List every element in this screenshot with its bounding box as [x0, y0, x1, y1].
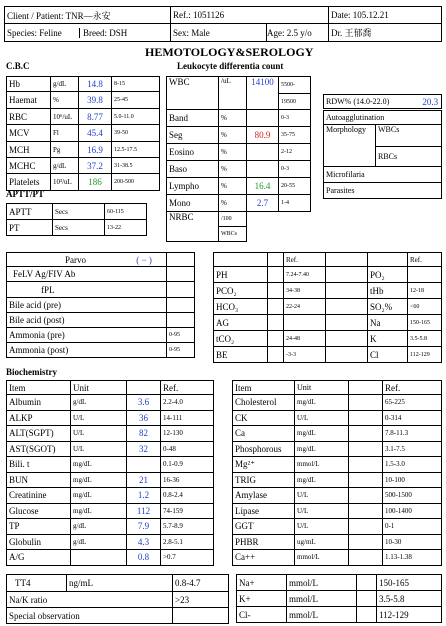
biochem-range: 10-30 [383, 534, 442, 550]
leuko-unit: % [219, 144, 247, 161]
leuko-row [167, 144, 311, 161]
biochem-range: 1.13-1.38 [383, 550, 442, 566]
cbc-range: 12.5-17.5 [112, 142, 160, 158]
leuko-range: 35-75 [279, 127, 311, 144]
biochem-unit: mg/dL [71, 472, 127, 488]
nrbc-unit-1: /100 [219, 212, 247, 227]
blood-gas-name: PCO₂ [214, 283, 268, 299]
aptt-unit: Secs [53, 204, 105, 220]
age: Age: 2.5 y/o [267, 27, 312, 38]
biochem-row [7, 488, 214, 504]
ammonia-pre-range: 0-95 [167, 328, 195, 343]
blood-gas-name: SO₂% [368, 299, 408, 315]
biochem-range: >0.7 [161, 550, 214, 566]
biochem-row [7, 550, 214, 566]
cbc-row [7, 142, 160, 158]
bile-acid-pre: Bile acid (pre) [7, 298, 167, 313]
cbc-value: 39.8 [79, 92, 112, 109]
biochem-row [233, 457, 442, 473]
biochem-name: Globulin [7, 534, 71, 550]
blood-gas-ref-right: Ref. [408, 253, 442, 267]
morphology-table [323, 110, 442, 199]
leuko-name: Band [167, 110, 219, 127]
biochem-name: Glucose [7, 503, 71, 519]
biochem-name: Phosphorous [233, 441, 295, 457]
biochem-name: PHBR [233, 534, 295, 550]
leuko-row [167, 110, 311, 127]
biochem-unit: U/L [295, 488, 349, 504]
electrolyte-range: 112-129 [377, 607, 442, 623]
blood-gas-ref-left: Ref. [284, 253, 326, 267]
biochem-range: 12-130 [161, 426, 214, 442]
biochem-range: 0.1-0.9 [161, 457, 214, 473]
leuko-unit: % [219, 110, 247, 127]
electrolyte-range: 3.5-5.8 [377, 591, 442, 607]
cbc-row [7, 174, 160, 191]
page-title: HEMOTOLOGY&SEROLOGY [145, 45, 314, 59]
biochem-row [233, 472, 442, 488]
blood-gas-row [214, 267, 442, 283]
electrolyte-row [237, 607, 442, 623]
biochem-name: A/G [7, 550, 71, 566]
biochem-range: 16-36 [161, 472, 214, 488]
leuko-unit: % [219, 161, 247, 178]
biochem-unit: mg/dL [71, 488, 127, 504]
cbc-unit: g/dL [51, 158, 79, 174]
electrolyte-name: K+ [237, 591, 287, 607]
biochem-value [127, 457, 161, 473]
biochem-row [233, 503, 442, 519]
biochem-left-item-header: Item [7, 381, 71, 395]
biochem-range: 0-1 [383, 519, 442, 535]
nak-ratio-range: >23 [173, 592, 229, 608]
leuko-name: Mono [167, 195, 219, 212]
species: Species: Feline [5, 28, 80, 38]
cbc-unit: Pg [51, 142, 79, 158]
cbc-name: Platelets [7, 174, 51, 191]
biochem-name: Lipase [233, 503, 295, 519]
blood-gas-name: PH [214, 267, 268, 283]
aptt-name: APTT [7, 204, 53, 220]
biochem-range: 65-225 [383, 395, 442, 411]
leuko-row [167, 127, 311, 144]
cbc-row [7, 92, 160, 109]
biochem-name: Creatinine [7, 488, 71, 504]
leuko-range: 2-12 [279, 144, 311, 161]
aptt-heading: APTT/PT [6, 189, 45, 199]
felv-fiv: FeLV Ag/FIV Ab [7, 267, 167, 282]
leuko-unit: % [219, 127, 247, 144]
biochem-name: Amylase [233, 488, 295, 504]
doctor: Dr. 王郁喬 [329, 24, 442, 42]
biochem-row [7, 441, 214, 457]
wbc-value: 14100 [247, 77, 279, 110]
biochem-value: 21 [127, 472, 161, 488]
biochem-unit: U/L [295, 410, 349, 426]
cbc-heading: C.B.C [6, 61, 30, 71]
biochem-row [7, 395, 214, 411]
leuko-row [167, 161, 311, 178]
cbc-name: MCH [7, 142, 51, 158]
blood-gas-range [408, 267, 442, 283]
parvo-label: Parvo [65, 254, 86, 265]
wbc-range-1: 5500- [279, 77, 311, 94]
biochem-row [233, 534, 442, 550]
biochem-name: Albumin [7, 395, 71, 411]
special-observation: Special observation [7, 608, 173, 624]
blood-gas-range: 24-48 [284, 331, 326, 347]
blood-gas-name: Na [368, 315, 408, 331]
cbc-value: 8.77 [79, 109, 112, 125]
biochem-range: 7.8-11.3 [383, 426, 442, 442]
electrolyte-unit: mmol/L [287, 591, 357, 607]
blood-gas-name: AG [214, 315, 268, 331]
biochem-range: 0.8-2.4 [161, 488, 214, 504]
biochem-range: 74-159 [161, 503, 214, 519]
blood-gas-name: tCO₂ [214, 331, 268, 347]
leuko-range: 20-55 [279, 178, 311, 195]
microfilaria: Microfilaria [324, 167, 442, 183]
rdw-label: RDW% (14.0-22.0) [324, 95, 420, 109]
biochem-value: 3.6 [127, 395, 161, 411]
biochem-right-unit-header: Unit [295, 381, 349, 395]
electrolyte-name: Na+ [237, 575, 287, 591]
biochem-name: Mg²⁺ [233, 457, 295, 473]
biochem-row [7, 503, 214, 519]
cbc-unit: % [51, 92, 79, 109]
fpl: fPL [7, 282, 167, 298]
tt4-unit: ng/mL [67, 575, 173, 592]
thyroid-table [6, 574, 229, 624]
biochem-unit: mg/dL [295, 441, 349, 457]
biochem-row [233, 395, 442, 411]
cbc-table [6, 76, 160, 191]
biochem-name: Ca [233, 426, 295, 442]
leuko-value [247, 110, 279, 127]
rdw-table [323, 94, 442, 109]
biochem-unit: g/dL [71, 395, 127, 411]
biochem-name: BUN [7, 472, 71, 488]
wbc-unit: /uL [219, 77, 247, 110]
biochem-row [7, 457, 214, 473]
biochem-unit: U/L [71, 410, 127, 426]
serology-table [6, 252, 195, 358]
biochem-name: Bili. t [7, 457, 71, 473]
leuko-name: Seg [167, 127, 219, 144]
cbc-name: MCV [7, 125, 51, 142]
leuko-value [247, 161, 279, 178]
leuko-row [167, 178, 311, 195]
biochem-range: 2.2-4.0 [161, 395, 214, 411]
biochem-range: 0-48 [161, 441, 214, 457]
ammonia-post-range: 0-95 [167, 343, 195, 358]
leuko-range: 1-4 [279, 195, 311, 212]
cbc-unit: g/dL [51, 77, 79, 92]
biochem-value: 82 [127, 426, 161, 442]
biochem-value: 4.3 [127, 534, 161, 550]
blood-gas-name: K [368, 331, 408, 347]
biochem-range: 0-314 [383, 410, 442, 426]
biochem-value: 32 [127, 441, 161, 457]
leuko-value: 80.9 [247, 127, 279, 144]
biochem-row [7, 472, 214, 488]
ammonia-post: Ammonia (post) [7, 343, 167, 358]
cbc-value: 186 [79, 174, 112, 191]
biochem-unit: U/L [295, 519, 349, 535]
biochem-row [7, 534, 214, 550]
leuko-range: 0-3 [279, 161, 311, 178]
cbc-range: 5.0-11.0 [112, 109, 160, 125]
blood-gas-range: 34-38 [284, 283, 326, 299]
electrolyte-range: 150-165 [377, 575, 442, 591]
nrbc-label: NRBC [167, 212, 219, 242]
cbc-unit: 10⁶/uL [51, 109, 79, 125]
biochem-unit: g/dL [71, 519, 127, 535]
biochem-unit: mmol/L [295, 457, 349, 473]
biochem-value: 0.8 [127, 550, 161, 566]
aptt-unit: Secs [53, 220, 105, 236]
biochem-name: TP [7, 519, 71, 535]
biochem-left-table [6, 380, 214, 566]
biochem-range: 2.8-5.1 [161, 534, 214, 550]
cbc-name: RBC [7, 109, 51, 125]
biochem-unit: U/L [295, 503, 349, 519]
blood-gas-name: tHb [368, 283, 408, 299]
biochem-unit: g/dL [71, 534, 127, 550]
blood-gas-table [213, 252, 442, 363]
biochem-row [7, 426, 214, 442]
biochem-unit: ug/mL [295, 534, 349, 550]
blood-gas-range: 150-165 [408, 315, 442, 331]
biochem-unit: mg/dL [295, 426, 349, 442]
electrolyte-row [237, 591, 442, 607]
leuko-value: 16.4 [247, 178, 279, 195]
biochem-row [7, 410, 214, 426]
biochem-range: 10-100 [383, 472, 442, 488]
biochem-range: 14-111 [161, 410, 214, 426]
biochem-name: AST(SGOT) [7, 441, 71, 457]
biochem-range: 5.7-8.9 [161, 519, 214, 535]
blood-gas-range: 12-18 [408, 283, 442, 299]
blood-gas-row [214, 331, 442, 347]
cbc-row [7, 109, 160, 125]
biochem-value: 1.2 [127, 488, 161, 504]
electrolyte-table [236, 574, 442, 623]
biochem-unit: mmol/L [295, 550, 349, 566]
leuko-range: 0-3 [279, 110, 311, 127]
blood-gas-row [214, 299, 442, 315]
morphology-rbcs: RBCs [376, 147, 442, 167]
biochem-range: 100-1400 [383, 503, 442, 519]
cbc-unit: Fl [51, 125, 79, 142]
client-patient: Client / Patient: TNR—永安 [5, 7, 171, 24]
electrolyte-unit: mmol/L [287, 575, 357, 591]
biochem-name: TRIG [233, 472, 295, 488]
blood-gas-range: 22-24 [284, 299, 326, 315]
biochem-heading: Biochemistry [6, 367, 57, 377]
morphology-wbcs: WBCs [376, 125, 442, 147]
blood-gas-row [214, 347, 442, 363]
morphology-label: Morphology [324, 125, 376, 167]
blood-gas-range: 112-129 [408, 347, 442, 363]
biochem-left-ref-header: Ref. [161, 381, 214, 395]
bile-acid-post: Bile acid (post) [7, 313, 167, 328]
cbc-range: 39-50 [112, 125, 160, 142]
biochem-name: Cholesterol [233, 395, 295, 411]
leuko-heading: Leukocyte differentia count [177, 61, 284, 71]
blood-gas-name: HCO₃ [214, 299, 268, 315]
biochem-range: 1.5-3.0 [383, 457, 442, 473]
leuko-value: 2.7 [247, 195, 279, 212]
blood-gas-row [214, 283, 442, 299]
electrolyte-name: Cl- [237, 607, 287, 623]
cbc-range: 8-15 [112, 77, 160, 92]
blood-gas-name: PO₂ [368, 267, 408, 283]
cbc-name: Haemat [7, 92, 51, 109]
biochem-name: ALT(SGPT) [7, 426, 71, 442]
biochem-row [233, 550, 442, 566]
biochem-name: GGT [233, 519, 295, 535]
aptt-row [7, 204, 147, 220]
blood-gas-range: 7.24-7.40 [284, 267, 326, 283]
breed: Breed: DSH [83, 27, 128, 38]
leuko-name: Eosino [167, 144, 219, 161]
biochem-row [233, 488, 442, 504]
cbc-unit: 10³/uL [51, 174, 79, 191]
leuko-name: Lympho [167, 178, 219, 195]
cbc-row [7, 158, 160, 174]
biochem-right-table [232, 380, 442, 566]
biochem-unit: mg/dL [295, 395, 349, 411]
aptt-range: 60-115 [105, 204, 147, 220]
aptt-range: 13-22 [105, 220, 147, 236]
cbc-range: 200-500 [112, 174, 160, 191]
cbc-value: 14.8 [79, 77, 112, 92]
biochem-row [7, 519, 214, 535]
wbc-range-2: 19500 [279, 94, 311, 110]
tt4-label: TT4 [7, 575, 67, 592]
biochem-value: 112 [127, 503, 161, 519]
leuko-value [247, 144, 279, 161]
cbc-value: 45.4 [79, 125, 112, 142]
cbc-range: 25-45 [112, 92, 160, 109]
biochem-unit: mg/dL [295, 472, 349, 488]
aptt-name: PT [7, 220, 53, 236]
blood-gas-range: -3-3 [284, 347, 326, 363]
autoagglutination: Autoagglutination [324, 111, 442, 125]
biochem-name: ALKP [7, 410, 71, 426]
tt4-range: 0.8-4.7 [173, 575, 229, 592]
rdw-value: 20.3 [420, 95, 442, 109]
header-table [4, 6, 442, 42]
cbc-row [7, 125, 160, 142]
biochem-unit: mg/dL [71, 457, 127, 473]
biochem-row [233, 441, 442, 457]
biochem-row [233, 519, 442, 535]
ref-number: Ref.: 1051126 [171, 7, 329, 24]
leuko-unit: % [219, 178, 247, 195]
aptt-row [7, 220, 147, 236]
biochem-range: 500-1500 [383, 488, 442, 504]
biochem-value: 7.9 [127, 519, 161, 535]
biochem-range: 3.1-7.5 [383, 441, 442, 457]
leuko-unit: % [219, 195, 247, 212]
parasites: Parasites [324, 183, 442, 199]
biochem-right-ref-header: Ref. [383, 381, 442, 395]
aptt-table [6, 203, 147, 236]
biochem-unit [71, 550, 127, 566]
nrbc-unit-2: WBCs [219, 227, 247, 242]
cbc-row [7, 77, 160, 92]
leuko-name: Baso [167, 161, 219, 178]
blood-gas-row [214, 315, 442, 331]
blood-gas-name: BE [214, 347, 268, 363]
cbc-value: 37.2 [79, 158, 112, 174]
biochem-row [233, 426, 442, 442]
sex: Sex: Male [171, 24, 267, 42]
biochem-unit: U/L [71, 441, 127, 457]
ammonia-pre: Ammonia (pre) [7, 328, 167, 343]
blood-gas-range: 3.5-5.8 [408, 331, 442, 347]
wbc-label: WBC [167, 77, 219, 110]
biochem-name: Ca++ [233, 550, 295, 566]
biochem-name: CK [233, 410, 295, 426]
biochem-row [233, 410, 442, 426]
biochem-left-unit-header: Unit [71, 381, 127, 395]
blood-gas-range: <60 [408, 299, 442, 315]
biochem-unit: U/L [71, 426, 127, 442]
biochem-unit: mg/dL [71, 503, 127, 519]
report-date: Date: 105.12.21 [329, 7, 442, 24]
cbc-name: MCHC [7, 158, 51, 174]
cbc-value: 16.9 [79, 142, 112, 158]
leuko-table [166, 76, 311, 242]
leuko-row [167, 195, 311, 212]
blood-gas-range [284, 315, 326, 331]
biochem-value: 36 [127, 410, 161, 426]
parvo-result: ( − ) [136, 254, 152, 265]
electrolyte-row [237, 575, 442, 591]
cbc-name: Hb [7, 77, 51, 92]
electrolyte-unit: mmol/L [287, 607, 357, 623]
cbc-range: 31-38.5 [112, 158, 160, 174]
biochem-right-item-header: Item [233, 381, 295, 395]
nak-ratio-label: Na/K ratio [7, 592, 173, 608]
blood-gas-name: Cl [368, 347, 408, 363]
